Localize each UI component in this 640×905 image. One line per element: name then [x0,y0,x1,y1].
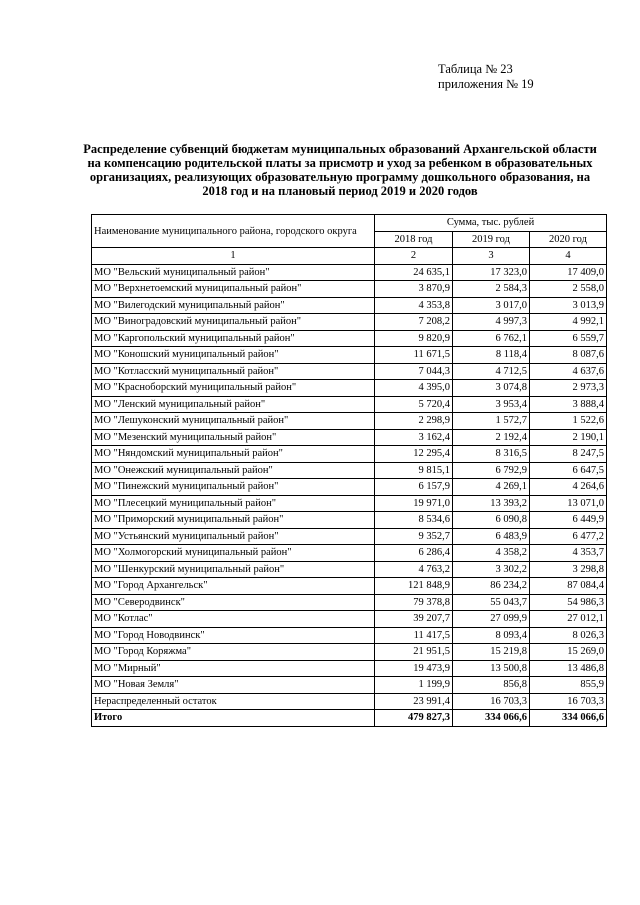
table-row [92,528,607,545]
table-row [92,545,607,562]
value-2020: 6 449,9 [530,512,607,529]
value-2020: 3 298,8 [530,561,607,578]
table-row [92,627,607,644]
municipality-name: МО "Плесецкий муниципальный район" [92,495,375,512]
value-2019: 6 483,9 [453,528,530,545]
municipality-name: Нераспределенный остаток [92,693,375,710]
municipality-name: МО "Котлас" [92,611,375,628]
value-2020: 8 247,5 [530,446,607,463]
year-header-2020: 2020 год [530,231,607,248]
table-body [92,215,607,727]
column-number: 2 [375,248,453,265]
value-2020: 4 637,6 [530,363,607,380]
table-row [92,594,607,611]
value-2019: 3 953,4 [453,396,530,413]
value-2018: 39 207,7 [375,611,453,628]
table-row [92,693,607,710]
value-2018: 9 815,1 [375,462,453,479]
value-2018: 3 870,9 [375,281,453,298]
table-row [92,297,607,314]
municipality-name: МО "Лешуконский муниципальный район" [92,413,375,430]
table-row [92,380,607,397]
municipality-name: МО "Ленский муниципальный район" [92,396,375,413]
table-row [92,429,607,446]
table-row [92,611,607,628]
value-2019: 4 997,3 [453,314,530,331]
value-2019: 17 323,0 [453,264,530,281]
header-row [92,215,607,232]
subsidy-table [91,214,607,727]
value-2019: 3 302,2 [453,561,530,578]
municipality-name: МО "Мирный" [92,660,375,677]
municipality-name: МО "Пинежский муниципальный район" [92,479,375,496]
value-2018: 3 162,4 [375,429,453,446]
value-2018: 19 971,0 [375,495,453,512]
sum-column-header: Сумма, тыс. рублей [375,215,607,232]
value-2018: 9 352,7 [375,528,453,545]
table-row [92,347,607,364]
column-number: 4 [530,248,607,265]
value-2020: 16 703,3 [530,693,607,710]
value-2018: 19 473,9 [375,660,453,677]
value-2020: 6 477,2 [530,528,607,545]
table-row [92,363,607,380]
value-2019: 4 358,2 [453,545,530,562]
value-2020: 6 559,7 [530,330,607,347]
municipality-name: МО "Коношский муниципальный район" [92,347,375,364]
value-2018: 8 534,6 [375,512,453,529]
municipality-name: МО "Каргопольский муниципальный район" [92,330,375,347]
value-2018: 4 353,8 [375,297,453,314]
table-row [92,561,607,578]
value-2019: 8 316,5 [453,446,530,463]
total-row [92,710,607,727]
table-row [92,644,607,661]
table-row [92,512,607,529]
municipality-name: МО "Няндомский муниципальный район" [92,446,375,463]
value-2020: 2 973,3 [530,380,607,397]
document-title: Распределение субвенций бюджетам муниципальных образований Архангельской области на компенсацию родительской платы за присмотр и уход за ребенком в образовательных организациях, реализующих образовательную программу дошкольного образования, на 2018 год и на плановый период 2019 и 2020 годов [83,142,597,198]
value-2019: 3 074,8 [453,380,530,397]
value-2018: 2 298,9 [375,413,453,430]
value-2019: 8 093,4 [453,627,530,644]
table-row [92,264,607,281]
value-2020: 4 353,7 [530,545,607,562]
value-2019: 86 234,2 [453,578,530,595]
value-2018: 7 044,3 [375,363,453,380]
table-row [92,462,607,479]
value-2018: 79 378,8 [375,594,453,611]
value-2020: 6 647,5 [530,462,607,479]
value-2019: 27 099,9 [453,611,530,628]
table-row [92,495,607,512]
value-2019: 856,8 [453,677,530,694]
year-header-2018: 2018 год [375,231,453,248]
value-2020: 27 012,1 [530,611,607,628]
municipality-name: МО "Устьянский муниципальный район" [92,528,375,545]
table-row [92,413,607,430]
value-2020: 87 084,4 [530,578,607,595]
value-2018: 24 635,1 [375,264,453,281]
value-2020: 3 888,4 [530,396,607,413]
value-2020: 334 066,6 [530,710,607,727]
value-2018: 6 157,9 [375,479,453,496]
value-2020: 13 486,8 [530,660,607,677]
value-2019: 1 572,7 [453,413,530,430]
value-2018: 479 827,3 [375,710,453,727]
value-2020: 54 986,3 [530,594,607,611]
value-2018: 121 848,9 [375,578,453,595]
table-row [92,330,607,347]
table-row [92,446,607,463]
municipality-name: МО "Город Коряжма" [92,644,375,661]
value-2018: 23 991,4 [375,693,453,710]
municipality-name: МО "Красноборский муниципальный район" [92,380,375,397]
value-2018: 9 820,9 [375,330,453,347]
value-2019: 6 792,9 [453,462,530,479]
value-2018: 6 286,4 [375,545,453,562]
value-2019: 15 219,8 [453,644,530,661]
value-2018: 12 295,4 [375,446,453,463]
value-2018: 7 208,2 [375,314,453,331]
table-row [92,314,607,331]
value-2019: 8 118,4 [453,347,530,364]
value-2019: 334 066,6 [453,710,530,727]
value-2020: 1 522,6 [530,413,607,430]
value-2019: 13 393,2 [453,495,530,512]
municipality-name: МО "Приморский муниципальный район" [92,512,375,529]
value-2019: 2 192,4 [453,429,530,446]
municipality-name: МО "Северодвинск" [92,594,375,611]
table-row [92,281,607,298]
municipality-name: МО "Онежский муниципальный район" [92,462,375,479]
municipality-name: МО "Шенкурский муниципальный район" [92,561,375,578]
column-number-row [92,248,607,265]
value-2019: 3 017,0 [453,297,530,314]
table-row [92,578,607,595]
value-2018: 4 763,2 [375,561,453,578]
value-2020: 2 558,0 [530,281,607,298]
value-2020: 8 087,6 [530,347,607,364]
value-2019: 13 500,8 [453,660,530,677]
value-2018: 11 671,5 [375,347,453,364]
value-2019: 6 090,8 [453,512,530,529]
municipality-name: МО "Виноградовский муниципальный район" [92,314,375,331]
table-row [92,677,607,694]
municipality-name: МО "Холмогорский муниципальный район" [92,545,375,562]
value-2020: 17 409,0 [530,264,607,281]
appendix-number: приложения № 19 [438,77,534,91]
municipality-name: МО "Котласский муниципальный район" [92,363,375,380]
year-header-2019: 2019 год [453,231,530,248]
municipality-name: МО "Город Архангельск" [92,578,375,595]
name-column-header: Наименование муниципального района, городского округа [92,215,375,248]
value-2020: 2 190,1 [530,429,607,446]
value-2020: 855,9 [530,677,607,694]
table-row [92,479,607,496]
value-2020: 3 013,9 [530,297,607,314]
value-2020: 4 264,6 [530,479,607,496]
value-2020: 15 269,0 [530,644,607,661]
column-number: 1 [92,248,375,265]
value-2018: 11 417,5 [375,627,453,644]
value-2019: 55 043,7 [453,594,530,611]
value-2018: 5 720,4 [375,396,453,413]
municipality-name: МО "Город Новодвинск" [92,627,375,644]
column-number: 3 [453,248,530,265]
table-number: Таблица № 23 [438,62,513,76]
municipality-name: МО "Новая Земля" [92,677,375,694]
value-2019: 4 712,5 [453,363,530,380]
table-row [92,396,607,413]
value-2020: 8 026,3 [530,627,607,644]
municipality-name: МО "Вельский муниципальный район" [92,264,375,281]
value-2019: 6 762,1 [453,330,530,347]
municipality-name: МО "Вилегодский муниципальный район" [92,297,375,314]
value-2019: 16 703,3 [453,693,530,710]
table-reference [438,62,534,92]
value-2018: 1 199,9 [375,677,453,694]
municipality-name: МО "Верхнетоемский муниципальный район" [92,281,375,298]
value-2019: 2 584,3 [453,281,530,298]
value-2019: 4 269,1 [453,479,530,496]
value-2020: 4 992,1 [530,314,607,331]
value-2018: 21 951,5 [375,644,453,661]
value-2020: 13 071,0 [530,495,607,512]
municipality-name: МО "Мезенский муниципальный район" [92,429,375,446]
value-2018: 4 395,0 [375,380,453,397]
municipality-name: Итого [92,710,375,727]
table-row [92,660,607,677]
